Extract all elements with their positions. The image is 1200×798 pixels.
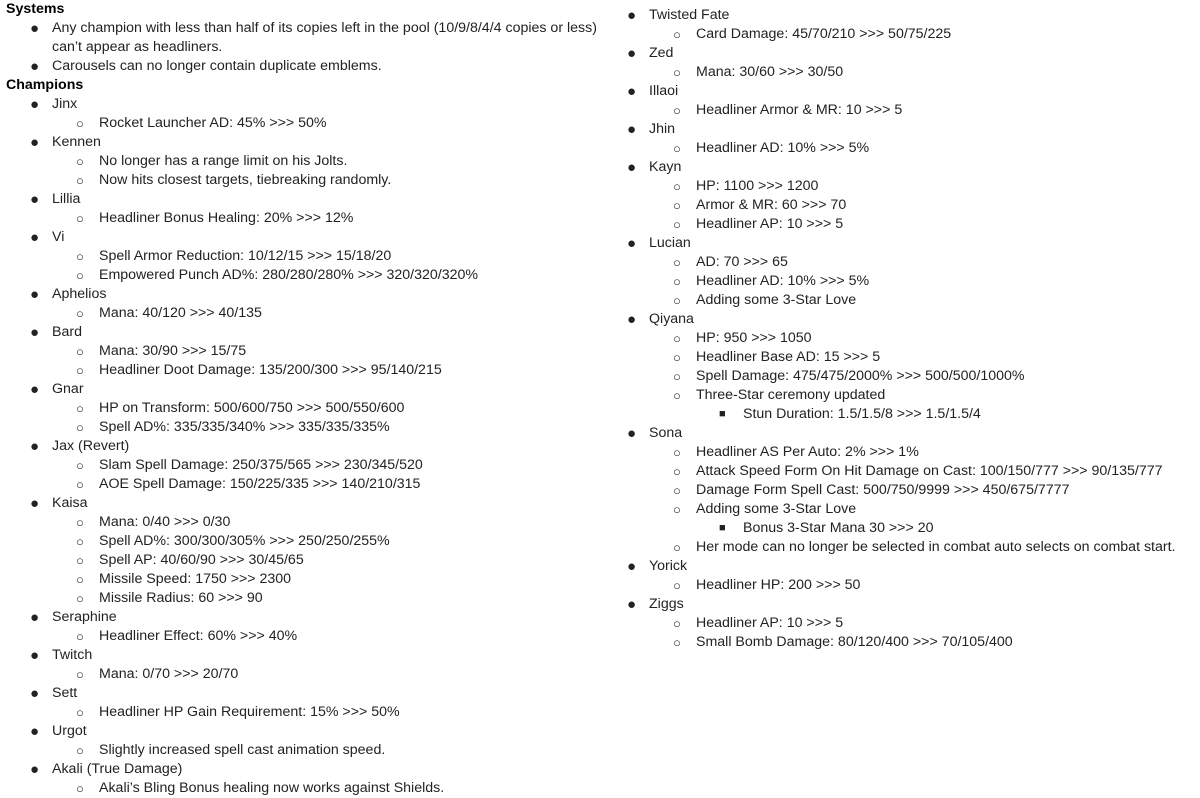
change-note	[620, 272, 1200, 291]
bullet-circle-icon: ○	[76, 572, 84, 587]
bullet-circle-icon: ○	[673, 369, 681, 384]
bullet-circle-icon: ○	[76, 515, 84, 530]
change-note	[0, 266, 620, 285]
bullet-circle-icon: ○	[673, 293, 681, 308]
change-note-text: Mana: 40/120 >>> 40/135	[99, 305, 262, 321]
change-note-text: Headliner Effect: 60% >>> 40%	[99, 628, 298, 644]
change-note	[620, 139, 1200, 158]
champion-name	[0, 190, 620, 209]
champion-name-text: Yorick	[649, 558, 688, 574]
champion-name	[0, 285, 620, 304]
change-note-text: Headliner Base AD: 15 >>> 5	[696, 349, 881, 365]
bullet-disc-icon: ●	[30, 609, 40, 626]
change-subnote-text: Bonus 3-Star Mana 30 >>> 20	[743, 520, 934, 536]
champion-name-text: Vi	[52, 229, 65, 245]
champion-name-text: Twisted Fate	[649, 7, 730, 23]
champion-name	[0, 95, 620, 114]
bullet-circle-icon: ○	[673, 502, 681, 517]
champion-name	[0, 722, 620, 741]
change-note	[0, 342, 620, 361]
change-note-text: HP: 950 >>> 1050	[696, 330, 812, 346]
bullet-circle-icon: ○	[76, 154, 84, 169]
change-note	[0, 247, 620, 266]
champion-name	[0, 760, 620, 779]
bullet-circle-icon: ○	[673, 483, 681, 498]
champion-name-text: Jhin	[649, 121, 676, 137]
change-note-text: Spell AD%: 335/335/340% >>> 335/335/335%	[99, 419, 390, 435]
change-note-text: Headliner Doot Damage: 135/200/300 >>> 95/140/215	[99, 362, 442, 378]
champion-name-text: Jax (Revert)	[52, 438, 130, 454]
change-note-text: Spell Armor Reduction: 10/12/15 >>> 15/18/20	[99, 248, 392, 264]
champion-name-text: Kaisa	[52, 495, 88, 511]
change-note	[0, 741, 620, 760]
champion-name-text: Aphelios	[52, 286, 107, 302]
change-note	[620, 253, 1200, 272]
bullet-circle-icon: ○	[673, 578, 681, 593]
bullet-disc-icon: ●	[627, 7, 637, 24]
change-note	[0, 209, 620, 228]
bullet-circle-icon: ○	[76, 401, 84, 416]
bullet-circle-icon: ○	[673, 635, 681, 650]
bullet-circle-icon: ○	[76, 116, 84, 131]
change-note-text: Spell Damage: 475/475/2000% >>> 500/500/1000%	[696, 368, 1025, 384]
bullet-circle-icon: ○	[673, 27, 681, 42]
change-note-text: Headliner Bonus Healing: 20% >>> 12%	[99, 210, 354, 226]
champion-name-text: Seraphine	[52, 609, 117, 625]
change-note-text: Mana: 30/90 >>> 15/75	[99, 343, 247, 359]
bullet-disc-icon: ●	[30, 20, 40, 37]
bullet-disc-icon: ●	[627, 235, 637, 252]
bullet-circle-icon: ○	[673, 464, 681, 479]
champion-name	[0, 133, 620, 152]
change-subnote	[620, 405, 1200, 424]
champion-name	[0, 228, 620, 247]
change-note-text: Three-Star ceremony updated	[696, 387, 886, 403]
change-note-text: AD: 70 >>> 65	[696, 254, 788, 270]
champion-name	[0, 494, 620, 513]
change-note	[620, 443, 1200, 462]
change-note	[0, 304, 620, 323]
change-note	[0, 399, 620, 418]
bullet-disc-icon: ●	[627, 425, 637, 442]
bullet-circle-icon: ○	[673, 331, 681, 346]
bullet-circle-icon: ○	[673, 445, 681, 460]
bullet-circle-icon: ○	[673, 141, 681, 156]
champion-name-text: Kennen	[52, 134, 101, 150]
change-note-text: Now hits closest targets, tiebreaking randomly.	[99, 172, 392, 188]
bullet-circle-icon: ○	[76, 363, 84, 378]
bullet-square-icon: ■	[719, 408, 726, 420]
change-note-text: Adding some 3-Star Love	[696, 501, 857, 517]
change-note	[0, 779, 620, 798]
change-note-text: Akali’s Bling Bonus healing now works against Shields.	[99, 780, 445, 796]
champion-name	[0, 323, 620, 342]
champion-name-text: Qiyana	[649, 311, 694, 327]
change-note-text: Headliner Armor & MR: 10 >>> 5	[696, 102, 903, 118]
right-champions-list	[620, 6, 1200, 652]
change-note-text: Headliner HP Gain Requirement: 15% >>> 50%	[99, 704, 400, 720]
bullet-circle-icon: ○	[76, 458, 84, 473]
champion-name-text: Illaoi	[649, 83, 679, 99]
bullet-disc-icon: ●	[30, 191, 40, 208]
champion-name	[620, 82, 1200, 101]
change-note-text: Headliner AD: 10% >>> 5%	[696, 140, 870, 156]
systems-item-text: Carousels can no longer contain duplicate emblems.	[52, 58, 382, 74]
change-note-text: HP on Transform: 500/600/750 >>> 500/550/600	[99, 400, 405, 416]
bullet-disc-icon: ●	[30, 324, 40, 341]
change-note	[620, 63, 1200, 82]
bullet-circle-icon: ○	[76, 534, 84, 549]
change-note	[620, 101, 1200, 120]
champion-name	[620, 120, 1200, 139]
bullet-circle-icon: ○	[673, 65, 681, 80]
change-note	[620, 576, 1200, 595]
change-note	[620, 538, 1200, 557]
change-note	[620, 329, 1200, 348]
bullet-circle-icon: ○	[673, 255, 681, 270]
champion-name-text: Kayn	[649, 159, 682, 175]
bullet-disc-icon: ●	[627, 83, 637, 100]
champion-name	[0, 646, 620, 665]
change-note-text: Mana: 0/70 >>> 20/70	[99, 666, 239, 682]
change-note-text: HP: 1100 >>> 1200	[696, 178, 819, 194]
champion-name-text: Urgot	[52, 723, 87, 739]
bullet-circle-icon: ○	[673, 388, 681, 403]
bullet-circle-icon: ○	[673, 350, 681, 365]
change-note-text: Spell AP: 40/60/90 >>> 30/45/65	[99, 552, 304, 568]
champion-name-text: Lillia	[52, 191, 81, 207]
bullet-circle-icon: ○	[76, 173, 84, 188]
left-champions-list	[0, 95, 620, 798]
change-note-text: Slam Spell Damage: 250/375/565 >>> 230/345/520	[99, 457, 423, 473]
change-note-text: Attack Speed Form On Hit Damage on Cast: 100/150/777 >>> 90/135/777	[696, 463, 1163, 479]
change-note	[620, 367, 1200, 386]
bullet-disc-icon: ●	[30, 229, 40, 246]
change-note-text: Damage Form Spell Cast: 500/750/9999 >>> 450/675/7777	[696, 482, 1070, 498]
change-note	[620, 291, 1200, 310]
systems-item-text: Any champion with less than half of its copies left in the pool (10/9/8/4/4 copies or less) can’t appear as headliners.	[52, 20, 597, 55]
champion-name-text: Sett	[52, 685, 78, 701]
change-note-text: Small Bomb Damage: 80/120/400 >>> 70/105/400	[696, 634, 1013, 650]
champion-name-text: Zed	[649, 45, 674, 61]
change-note	[0, 570, 620, 589]
bullet-square-icon: ■	[719, 522, 726, 534]
bullet-disc-icon: ●	[627, 159, 637, 176]
bullet-disc-icon: ●	[627, 45, 637, 62]
change-note	[620, 633, 1200, 652]
champion-name-text: Jinx	[52, 96, 78, 112]
champion-name-text: Ziggs	[649, 596, 684, 612]
change-note	[620, 348, 1200, 367]
change-note	[0, 475, 620, 494]
change-note-text: Card Damage: 45/70/210 >>> 50/75/225	[696, 26, 952, 42]
change-note-text: Her mode can no longer be selected in combat auto selects on combat start.	[696, 539, 1176, 555]
change-note	[0, 589, 620, 608]
champion-name-text: Twitch	[52, 647, 93, 663]
bullet-disc-icon: ●	[30, 495, 40, 512]
champions-heading: Champions	[6, 77, 84, 93]
change-note	[0, 361, 620, 380]
systems-item	[0, 57, 620, 76]
change-note	[620, 462, 1200, 481]
bullet-disc-icon: ●	[30, 286, 40, 303]
change-note-text: Slightly increased spell cast animation speed.	[99, 742, 386, 758]
bullet-circle-icon: ○	[76, 344, 84, 359]
bullet-disc-icon: ●	[30, 96, 40, 113]
change-note	[620, 215, 1200, 234]
bullet-circle-icon: ○	[673, 179, 681, 194]
change-note-text: Mana: 30/60 >>> 30/50	[696, 64, 844, 80]
champion-name	[620, 310, 1200, 329]
systems-list	[0, 19, 620, 76]
change-note	[0, 418, 620, 437]
change-note	[620, 25, 1200, 44]
bullet-circle-icon: ○	[76, 553, 84, 568]
bullet-disc-icon: ●	[627, 596, 637, 613]
change-note-text: Spell AD%: 300/300/305% >>> 250/250/255%	[99, 533, 390, 549]
change-note	[0, 456, 620, 475]
champion-name	[620, 424, 1200, 443]
bullet-circle-icon: ○	[673, 217, 681, 232]
change-note	[0, 532, 620, 551]
champion-name-text: Gnar	[52, 381, 84, 397]
bullet-circle-icon: ○	[76, 705, 84, 720]
bullet-circle-icon: ○	[76, 477, 84, 492]
bullet-circle-icon: ○	[76, 667, 84, 682]
bullet-disc-icon: ●	[30, 723, 40, 740]
bullet-circle-icon: ○	[76, 420, 84, 435]
change-subnote	[620, 519, 1200, 538]
bullet-circle-icon: ○	[673, 198, 681, 213]
change-note-text: No longer has a range limit on his Jolts.	[99, 153, 348, 169]
champion-name	[620, 44, 1200, 63]
champion-name	[620, 595, 1200, 614]
change-note-text: Headliner AP: 10 >>> 5	[696, 615, 844, 631]
champion-name	[0, 380, 620, 399]
champion-name-text: Akali (True Damage)	[52, 761, 183, 777]
bullet-circle-icon: ○	[673, 274, 681, 289]
bullet-circle-icon: ○	[76, 781, 84, 796]
change-note	[0, 703, 620, 722]
change-note-text: Armor & MR: 60 >>> 70	[696, 197, 847, 213]
bullet-circle-icon: ○	[76, 306, 84, 321]
bullet-circle-icon: ○	[76, 743, 84, 758]
change-note	[620, 386, 1200, 405]
bullet-circle-icon: ○	[76, 249, 84, 264]
champion-name	[620, 158, 1200, 177]
change-note-text: Mana: 0/40 >>> 0/30	[99, 514, 231, 530]
change-note-text: Headliner HP: 200 >>> 50	[696, 577, 861, 593]
change-note-text: Rocket Launcher AD: 45% >>> 50%	[99, 115, 327, 131]
change-note	[620, 614, 1200, 633]
bullet-circle-icon: ○	[76, 591, 84, 606]
bullet-circle-icon: ○	[76, 211, 84, 226]
bullet-disc-icon: ●	[30, 685, 40, 702]
bullet-circle-icon: ○	[76, 268, 84, 283]
champion-name-text: Bard	[52, 324, 82, 340]
champion-name	[0, 437, 620, 456]
bullet-disc-icon: ●	[627, 558, 637, 575]
change-note	[620, 500, 1200, 519]
bullet-disc-icon: ●	[30, 381, 40, 398]
bullet-disc-icon: ●	[30, 58, 40, 75]
change-note	[0, 665, 620, 684]
bullet-circle-icon: ○	[673, 616, 681, 631]
champion-name	[620, 557, 1200, 576]
change-note-text: Missile Radius: 60 >>> 90	[99, 590, 263, 606]
change-note	[0, 171, 620, 190]
systems-heading: Systems	[6, 1, 65, 17]
change-note-text: Headliner AP: 10 >>> 5	[696, 216, 844, 232]
champion-name	[0, 608, 620, 627]
change-note	[0, 627, 620, 646]
change-note	[0, 152, 620, 171]
bullet-disc-icon: ●	[627, 311, 637, 328]
bullet-disc-icon: ●	[30, 761, 40, 778]
champion-name	[620, 234, 1200, 253]
bullet-circle-icon: ○	[673, 540, 681, 555]
champion-name-text: Lucian	[649, 235, 691, 251]
bullet-disc-icon: ●	[627, 121, 637, 138]
bullet-circle-icon: ○	[76, 629, 84, 644]
change-note-text: Missile Speed: 1750 >>> 2300	[99, 571, 292, 587]
change-note-text: Headliner AS Per Auto: 2% >>> 1%	[696, 444, 919, 460]
champion-name-text: Sona	[649, 425, 683, 441]
bullet-disc-icon: ●	[30, 438, 40, 455]
change-note-text: Empowered Punch AD%: 280/280/280% >>> 320/320/320%	[99, 267, 479, 283]
change-note	[620, 481, 1200, 500]
right-column	[620, 6, 1200, 652]
change-note-text: Headliner AD: 10% >>> 5%	[696, 273, 870, 289]
change-note	[0, 114, 620, 133]
champion-name	[620, 6, 1200, 25]
systems-item	[0, 19, 612, 57]
change-note	[620, 196, 1200, 215]
bullet-disc-icon: ●	[30, 647, 40, 664]
bullet-disc-icon: ●	[30, 134, 40, 151]
change-note-text: AOE Spell Damage: 150/225/335 >>> 140/210/315	[99, 476, 421, 492]
change-note	[0, 551, 620, 570]
bullet-circle-icon: ○	[673, 103, 681, 118]
change-subnote-text: Stun Duration: 1.5/1.5/8 >>> 1.5/1.5/4	[743, 406, 981, 422]
champion-name	[0, 684, 620, 703]
change-note	[0, 513, 620, 532]
change-note-text: Adding some 3-Star Love	[696, 292, 857, 308]
change-note	[620, 177, 1200, 196]
